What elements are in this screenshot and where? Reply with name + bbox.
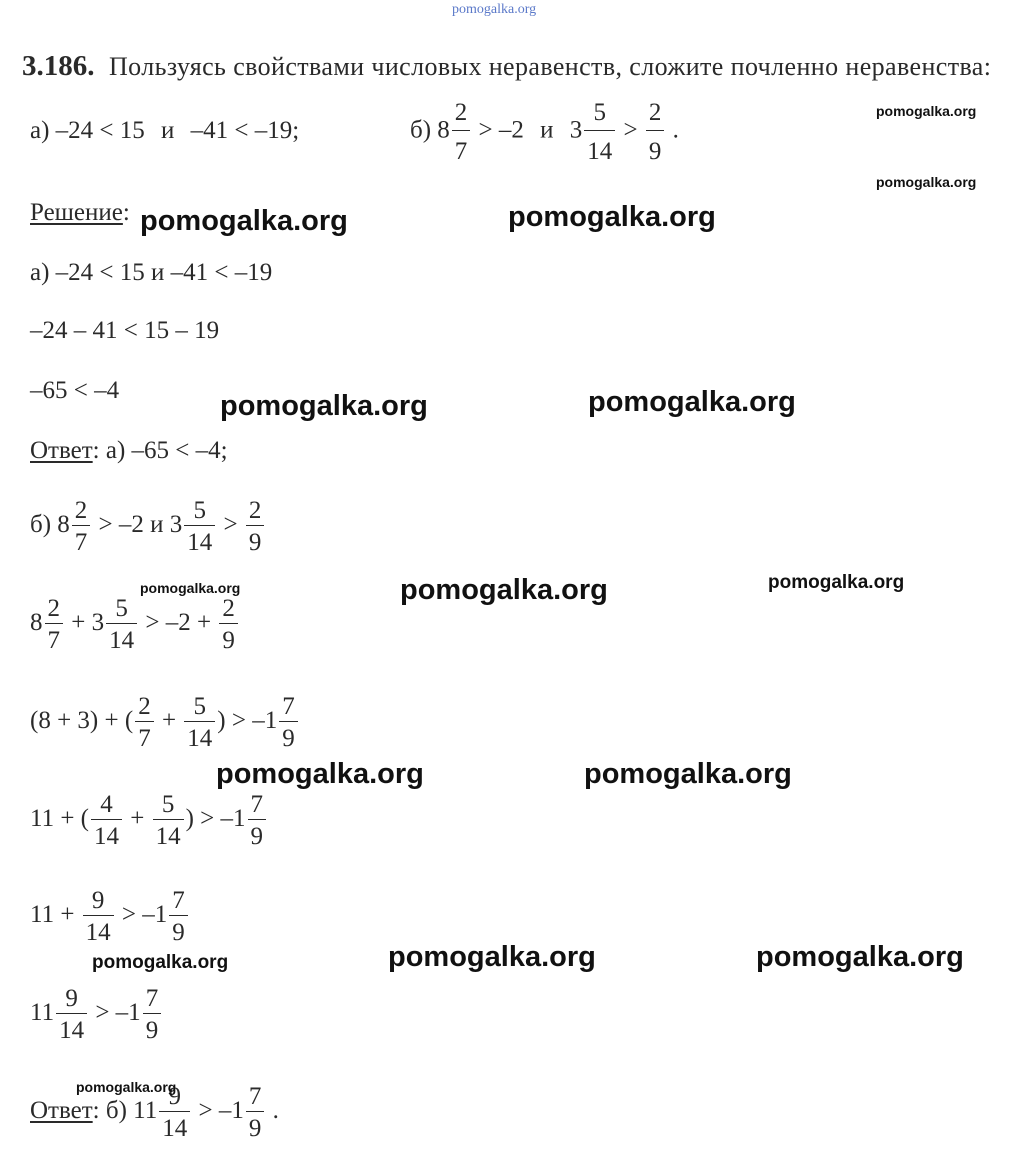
fraction: $\frac{5}{14}$ [106, 596, 137, 653]
watermark: pomogalka.org [768, 572, 905, 593]
watermark: pomogalka.org [876, 174, 977, 190]
fraction: $\frac{9}{14}$ [159, 1084, 190, 1141]
watermark: pomogalka.org [588, 386, 796, 418]
watermark: pomogalka.org [584, 758, 792, 790]
fraction: $\frac{9}{14}$ [83, 888, 114, 945]
solution-heading: Решение: [30, 199, 130, 226]
watermark-top: pomogalka.org [452, 2, 537, 17]
problem-statement [22, 52, 991, 81]
watermark: pomogalka.org [400, 574, 608, 606]
solution-b-restate: б) 8 $\frac{2}{7}$ > –2 и 3 $\frac{5}{14}$ > $\frac{2}{9}$ [30, 498, 266, 555]
watermark: pomogalka.org [140, 205, 348, 237]
fraction: $\frac{5}{14}$ [153, 792, 184, 849]
problem-part-a: а) –24 < 15 и –41 < –19; [30, 117, 300, 144]
watermark: pomogalka.org [220, 390, 428, 422]
fraction: $\frac{5}{14}$ [184, 498, 215, 555]
problem-text: Пользуясь свойствами числовых неравенств, сложите почленно неравенства: [109, 52, 992, 81]
watermark: pomogalka.org [76, 1079, 177, 1095]
fraction: $\frac{2}{7}$ [45, 596, 64, 653]
solution-a-restate: а) –24 < 15 и –41 < –19 [30, 259, 273, 286]
fraction: $\frac{2}{7}$ [452, 100, 471, 164]
fraction: $\frac{2}{7}$ [135, 694, 154, 751]
fraction: $\frac{7}{9}$ [279, 694, 298, 751]
fraction: $\frac{2}{9}$ [646, 100, 665, 164]
watermark: pomogalka.org [216, 758, 424, 790]
fraction: $\frac{5}{14}$ [184, 694, 215, 751]
watermark: pomogalka.org [92, 952, 229, 973]
fraction: $\frac{2}{9}$ [246, 498, 265, 555]
fraction: $\frac{2}{7}$ [72, 498, 91, 555]
solution-a-step1: –24 – 41 < 15 – 19 [30, 317, 220, 344]
watermark: pomogalka.org [876, 103, 977, 119]
solution-b-step4: 11 + $\frac{9}{14}$ > –1 $\frac{7}{9}$ [30, 888, 190, 945]
fraction: $\frac{5}{14}$ [584, 100, 615, 164]
watermark: pomogalka.org [388, 941, 596, 973]
fraction: $\frac{4}{14}$ [91, 792, 122, 849]
fraction: $\frac{7}{9}$ [169, 888, 188, 945]
solution-a-step2: –65 < –4 [30, 377, 120, 404]
solution-b-step2: (8 + 3) + ( $\frac{2}{7}$ + $\frac{5}{14}$ ) > –1 $\frac{7}{9}$ [30, 694, 300, 751]
solution-b-step1: 8 $\frac{2}{7}$ + 3 $\frac{5}{14}$ > –2 + $\frac{2}{9}$ [30, 596, 240, 653]
problem-part-b: б) 8 $\frac{2}{7}$ > –2 и 3 $\frac{5}{14}$ > $\frac{2}{9}$ . [410, 99, 679, 165]
fraction: $\frac{9}{14}$ [56, 986, 87, 1043]
fraction: $\frac{7}{9}$ [248, 792, 267, 849]
problem-number: 3.186. [22, 50, 95, 82]
solution-b-step3: 11 + ( $\frac{4}{14}$ + $\frac{5}{14}$ ) > –1 $\frac{7}{9}$ [30, 792, 268, 849]
watermark: pomogalka.org [756, 941, 964, 973]
watermark: pomogalka.org [508, 201, 716, 233]
fraction: $\frac{7}{9}$ [143, 986, 162, 1043]
solution-b-step5: 11 $\frac{9}{14}$ > –1 $\frac{7}{9}$ [30, 986, 163, 1043]
watermark: pomogalka.org [140, 580, 241, 596]
fraction: $\frac{7}{9}$ [246, 1084, 265, 1141]
answer-a: Ответ: а) –65 < –4; [30, 437, 228, 464]
answer-b: Ответ: б) 11 $\frac{9}{14}$ > –1 $\frac{7}{9}$ . [30, 1083, 279, 1142]
fraction: $\frac{2}{9}$ [219, 596, 238, 653]
